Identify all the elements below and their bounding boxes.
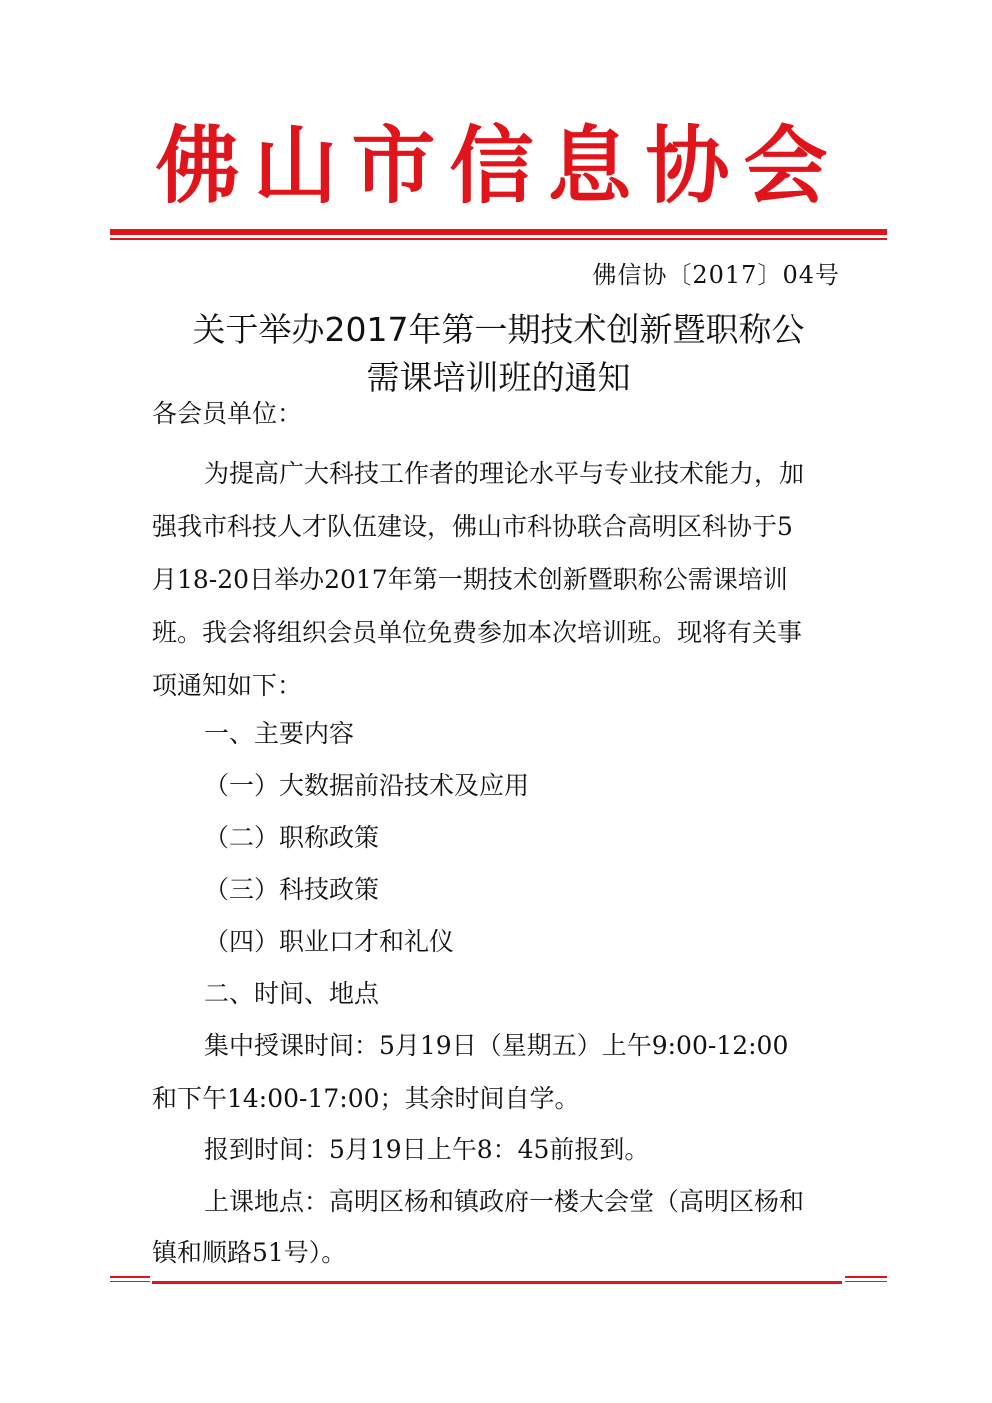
paragraph-line: 和下午14:00-17:00；其余时间自学。: [152, 1084, 580, 1113]
list-item: （一）大数据前沿技术及应用: [204, 771, 530, 800]
paragraph-line: 报到时间：5月19日上午8：45前报到。: [204, 1135, 650, 1164]
document-title: [110, 306, 887, 402]
list-item: （四）职业口才和礼仪: [204, 927, 455, 956]
paragraph-line: 集中授课时间：5月19日（星期五）上午9:00-12:00: [204, 1031, 789, 1060]
header-rule-thick: [110, 229, 887, 235]
footer-rule-left-thin: [110, 1281, 150, 1282]
paragraph-line: 强我市科技人才队伍建设，佛山市科协联合高明区科协于5: [152, 512, 793, 541]
masthead-org-name: 佛山市信息协会: [155, 116, 842, 215]
footer-rule-left: [110, 1276, 150, 1278]
paragraph-line: 班。我会将组织会员单位免费参加本次培训班。现将有关事: [152, 618, 803, 647]
title-line-1: 关于举办2017年第一期技术创新暨职称公: [192, 310, 805, 349]
list-item: （二）职称政策: [204, 823, 380, 852]
header-rule-thin: [110, 238, 887, 240]
footer-rule-right-thin: [845, 1281, 887, 1282]
footer-rule-main: [152, 1281, 842, 1284]
section-heading: 二、时间、地点: [204, 979, 380, 1008]
section-heading: 一、主要内容: [204, 719, 355, 748]
title-line-2: 需课培训班的通知: [366, 358, 631, 397]
paragraph-line: 为提高广大科技工作者的理论水平与专业技术能力，加: [204, 459, 805, 488]
paragraph-line: 项通知如下：: [152, 671, 303, 700]
document-number: 佛信协〔2017〕04号: [592, 261, 840, 289]
paragraph-line: 上课地点：高明区杨和镇政府一楼大会堂（高明区杨和: [204, 1187, 805, 1216]
salutation: 各会员单位：: [152, 399, 303, 428]
paragraph-line: 镇和顺路51号）。: [152, 1238, 347, 1267]
footer-rule-right: [845, 1276, 887, 1278]
paragraph-line: 月18-20日举办2017年第一期技术创新暨职称公需课培训: [152, 565, 788, 594]
list-item: （三）科技政策: [204, 875, 380, 904]
